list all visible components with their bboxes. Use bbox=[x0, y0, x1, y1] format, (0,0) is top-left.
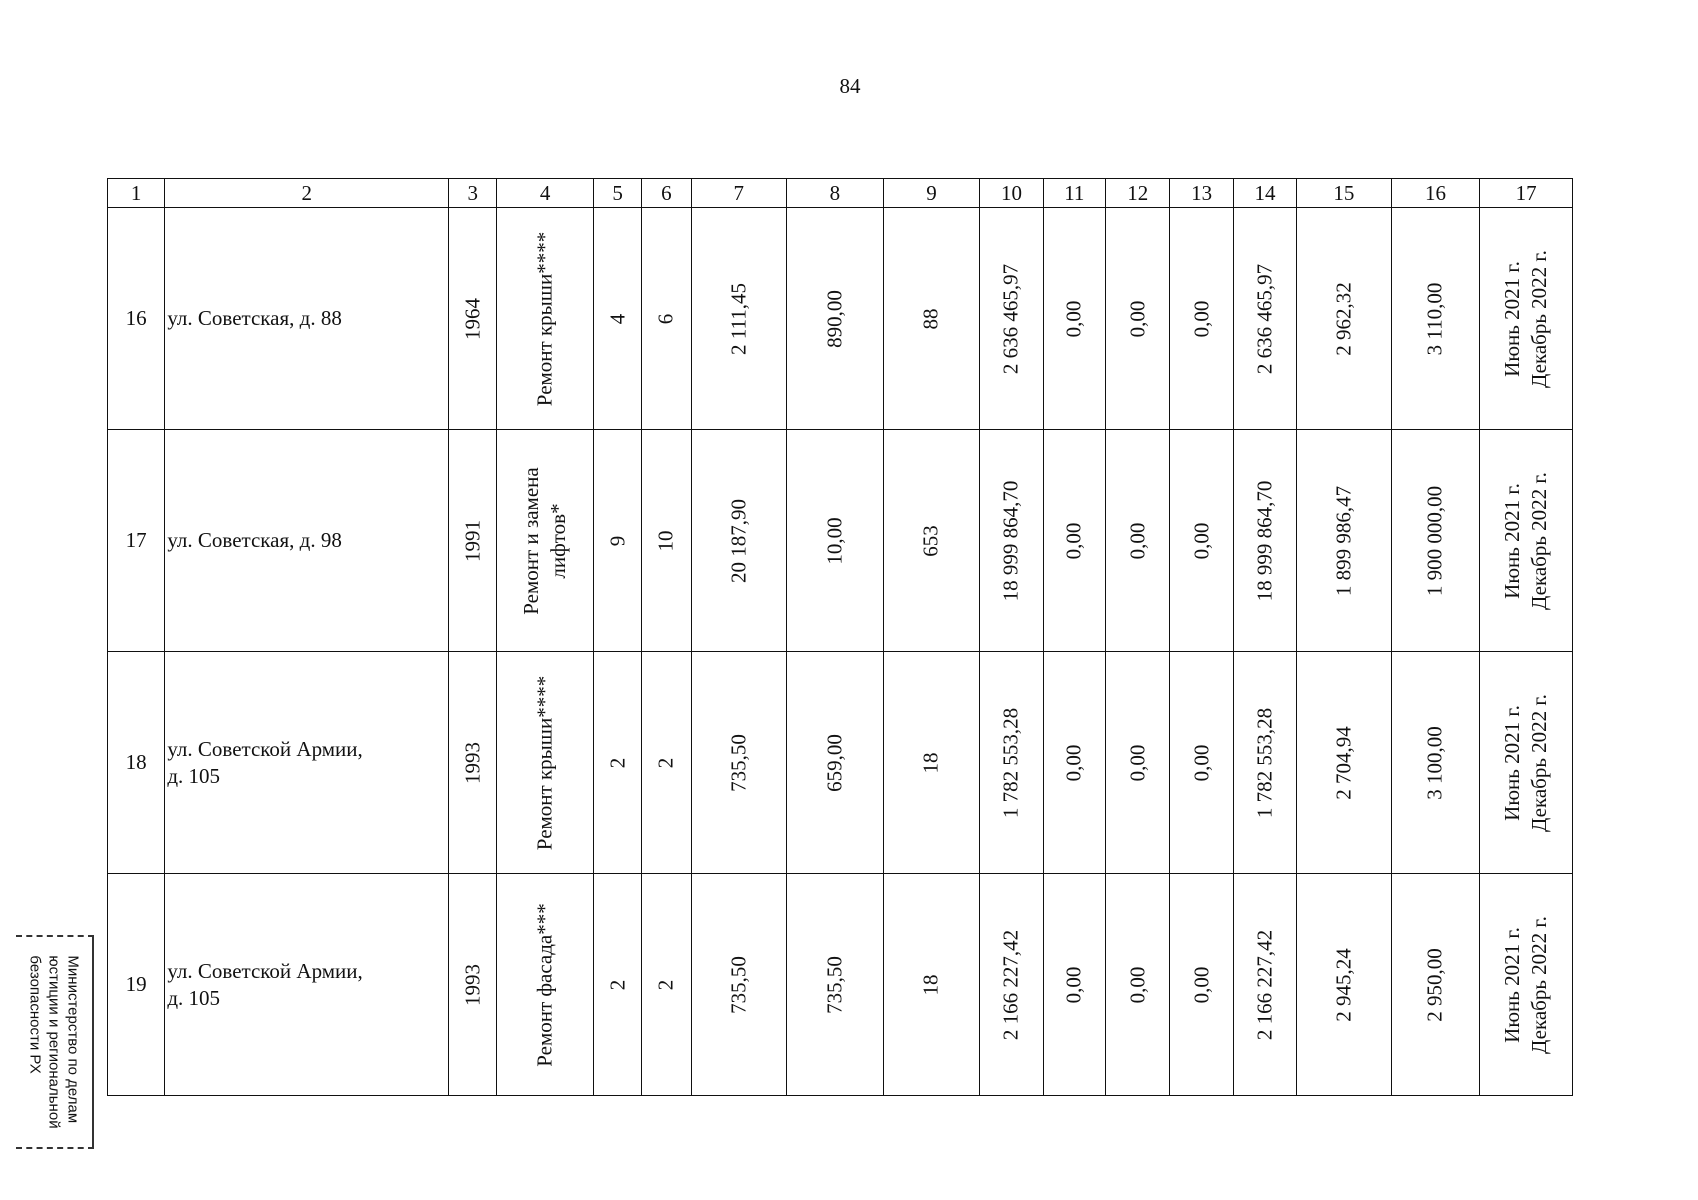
col15-cell bbox=[1297, 652, 1392, 874]
col16-cell bbox=[1391, 652, 1480, 874]
row-number-cell: 18 bbox=[108, 652, 165, 874]
col7-cell-text: 2 111,45 bbox=[726, 282, 751, 355]
header-cell: 13 bbox=[1170, 179, 1233, 208]
year-cell-text: 1991 bbox=[460, 519, 485, 562]
col6-cell bbox=[642, 874, 691, 1096]
col14-cell bbox=[1233, 430, 1296, 652]
address-line: ул. Советской Армии, bbox=[167, 958, 363, 983]
period-cell bbox=[1480, 652, 1573, 874]
col10-cell-text: 18 999 864,70 bbox=[998, 480, 1023, 601]
col5-cell bbox=[593, 652, 641, 874]
col13-cell-text: 0,00 bbox=[1189, 744, 1214, 781]
col13-cell-text: 0,00 bbox=[1189, 300, 1214, 337]
col9-cell bbox=[883, 874, 980, 1096]
year-cell bbox=[449, 208, 497, 430]
header-cell: 15 bbox=[1297, 179, 1392, 208]
text-line: лифтов* bbox=[546, 502, 571, 579]
work-type-cell bbox=[497, 874, 594, 1096]
col11-cell-text: 0,00 bbox=[1061, 522, 1086, 559]
col12-cell bbox=[1106, 874, 1170, 1096]
col6-cell bbox=[642, 430, 691, 652]
period-cell-text bbox=[1499, 250, 1553, 388]
period-cell bbox=[1480, 874, 1573, 1096]
col9-cell bbox=[883, 652, 980, 874]
col8-cell bbox=[787, 430, 884, 652]
work-type-cell-text bbox=[532, 231, 559, 405]
text-line: Ремонт и замена bbox=[519, 466, 544, 615]
period-cell bbox=[1480, 208, 1573, 430]
ministry-stamp bbox=[16, 935, 94, 1149]
col5-cell bbox=[593, 874, 641, 1096]
year-cell bbox=[449, 430, 497, 652]
address-cell bbox=[165, 430, 449, 652]
header-cell: 5 bbox=[593, 179, 641, 208]
col13-cell-text: 0,00 bbox=[1189, 966, 1214, 1003]
address-line: д. 105 bbox=[167, 985, 221, 1010]
address-cell bbox=[165, 208, 449, 430]
text-line: Ремонт фасада*** bbox=[532, 902, 557, 1067]
col12-cell-text: 0,00 bbox=[1125, 300, 1150, 337]
table-row bbox=[108, 652, 1573, 874]
header-cell: 6 bbox=[642, 179, 691, 208]
work-type-cell bbox=[497, 652, 594, 874]
col7-cell bbox=[691, 430, 787, 652]
col12-cell bbox=[1106, 430, 1170, 652]
col14-cell bbox=[1233, 208, 1296, 430]
year-cell-text: 1993 bbox=[460, 741, 485, 784]
header-cell: 2 bbox=[165, 179, 449, 208]
table-row bbox=[108, 430, 1573, 652]
table-row bbox=[108, 874, 1573, 1096]
text-line: Июнь 2021 г. bbox=[1500, 926, 1525, 1043]
col14-cell-text: 2 166 227,42 bbox=[1252, 929, 1277, 1040]
col9-cell-text: 88 bbox=[918, 308, 943, 329]
col14-cell bbox=[1233, 874, 1296, 1096]
work-type-cell-text bbox=[532, 675, 559, 849]
col9-cell bbox=[883, 208, 980, 430]
address-line: д. 105 bbox=[167, 763, 221, 788]
year-cell-text: 1964 bbox=[460, 297, 485, 340]
col10-cell bbox=[980, 874, 1043, 1096]
row-number-cell: 16 bbox=[108, 208, 165, 430]
col11-cell bbox=[1043, 208, 1105, 430]
col7-cell bbox=[691, 874, 787, 1096]
text-line: Ремонт крыши**** bbox=[532, 675, 557, 850]
work-type-cell bbox=[497, 208, 594, 430]
col6-cell-text: 2 bbox=[653, 757, 678, 768]
col12-cell-text: 0,00 bbox=[1125, 966, 1150, 1003]
stamp-line: Министерство по делам bbox=[64, 955, 82, 1124]
col13-cell bbox=[1170, 430, 1233, 652]
col16-cell bbox=[1391, 430, 1480, 652]
address-line: ул. Советская, д. 88 bbox=[167, 306, 342, 330]
row-number-cell: 19 bbox=[108, 874, 165, 1096]
col8-cell-text: 659,00 bbox=[822, 733, 847, 792]
page-number: 84 bbox=[839, 74, 861, 98]
repair-schedule-table bbox=[107, 178, 1573, 1096]
col13-cell bbox=[1170, 874, 1233, 1096]
col12-cell-text: 0,00 bbox=[1125, 744, 1150, 781]
col15-cell-text: 2 945,24 bbox=[1331, 947, 1356, 1022]
col5-cell bbox=[593, 208, 641, 430]
col5-cell bbox=[593, 430, 641, 652]
col11-cell bbox=[1043, 430, 1105, 652]
col16-cell bbox=[1391, 874, 1480, 1096]
stamp-text bbox=[26, 955, 83, 1128]
header-cell: 8 bbox=[787, 179, 884, 208]
col6-cell-text: 2 bbox=[653, 979, 678, 990]
header-row bbox=[108, 179, 1573, 208]
col16-cell-text: 1 900 000,00 bbox=[1422, 485, 1447, 596]
text-line: Ремонт крыши**** bbox=[532, 231, 557, 406]
col7-cell-text: 735,50 bbox=[726, 733, 751, 792]
header-cell: 3 bbox=[449, 179, 497, 208]
col14-cell bbox=[1233, 652, 1296, 874]
col14-cell-text: 1 782 553,28 bbox=[1252, 707, 1277, 818]
col15-cell-text: 2 962,32 bbox=[1331, 281, 1356, 356]
col6-cell-text: 6 bbox=[653, 313, 678, 324]
col14-cell-text: 2 636 465,97 bbox=[1252, 263, 1277, 374]
col15-cell bbox=[1297, 430, 1392, 652]
table-row bbox=[108, 208, 1573, 430]
col5-cell-text: 4 bbox=[605, 313, 630, 324]
col11-cell bbox=[1043, 874, 1105, 1096]
col8-cell bbox=[787, 874, 884, 1096]
col15-cell bbox=[1297, 874, 1392, 1096]
year-cell bbox=[449, 652, 497, 874]
col14-cell-text: 18 999 864,70 bbox=[1252, 480, 1277, 601]
col5-cell-text: 2 bbox=[605, 757, 630, 768]
text-line: Июнь 2021 г. bbox=[1500, 482, 1525, 599]
work-type-cell bbox=[497, 430, 594, 652]
col13-cell bbox=[1170, 208, 1233, 430]
col8-cell-text: 735,50 bbox=[822, 955, 847, 1014]
col5-cell-text: 9 bbox=[605, 535, 630, 546]
col5-cell-text: 2 bbox=[605, 979, 630, 990]
col9-cell bbox=[883, 430, 980, 652]
col6-cell bbox=[642, 208, 691, 430]
col15-cell bbox=[1297, 208, 1392, 430]
col16-cell-text: 3 100,00 bbox=[1422, 725, 1447, 800]
header-cell: 14 bbox=[1233, 179, 1296, 208]
col7-cell bbox=[691, 652, 787, 874]
address-cell bbox=[165, 652, 449, 874]
header-cell: 11 bbox=[1043, 179, 1105, 208]
text-line: Декабрь 2022 г. bbox=[1527, 471, 1552, 610]
col8-cell-text: 890,00 bbox=[822, 289, 847, 348]
text-line: Декабрь 2022 г. bbox=[1527, 693, 1552, 832]
work-type-cell-text bbox=[532, 903, 559, 1067]
address-line: ул. Советская, д. 98 bbox=[167, 528, 342, 552]
header-cell: 16 bbox=[1391, 179, 1480, 208]
col12-cell bbox=[1106, 652, 1170, 874]
address-line: ул. Советской Армии, bbox=[167, 736, 363, 761]
col11-cell-text: 0,00 bbox=[1061, 300, 1086, 337]
col7-cell-text: 20 187,90 bbox=[726, 498, 751, 583]
header-cell: 1 bbox=[108, 179, 165, 208]
header-cell: 12 bbox=[1106, 179, 1170, 208]
period-cell-text bbox=[1499, 472, 1553, 610]
col11-cell-text: 0,00 bbox=[1061, 966, 1086, 1003]
year-cell bbox=[449, 874, 497, 1096]
period-cell-text bbox=[1499, 694, 1553, 832]
row-number-cell: 17 bbox=[108, 430, 165, 652]
text-line: Декабрь 2022 г. bbox=[1527, 249, 1552, 388]
col12-cell bbox=[1106, 208, 1170, 430]
col8-cell-text: 10,00 bbox=[822, 516, 847, 565]
address-cell bbox=[165, 874, 449, 1096]
col13-cell-text: 0,00 bbox=[1189, 522, 1214, 559]
header-cell: 10 bbox=[980, 179, 1043, 208]
col10-cell-text: 2 166 227,42 bbox=[998, 929, 1023, 1040]
text-line: Декабрь 2022 г. bbox=[1527, 915, 1552, 1054]
col9-cell-text: 653 bbox=[918, 524, 943, 557]
col9-cell-text: 18 bbox=[918, 752, 943, 773]
col12-cell-text: 0,00 bbox=[1125, 522, 1150, 559]
header-cell: 4 bbox=[497, 179, 594, 208]
header-cell: 9 bbox=[883, 179, 980, 208]
col16-cell-text: 2 950,00 bbox=[1422, 947, 1447, 1022]
col8-cell bbox=[787, 208, 884, 430]
period-cell bbox=[1480, 430, 1573, 652]
col15-cell-text: 2 704,94 bbox=[1331, 725, 1356, 800]
col7-cell bbox=[691, 208, 787, 430]
col6-cell-text: 10 bbox=[653, 530, 678, 551]
col11-cell bbox=[1043, 652, 1105, 874]
col11-cell-text: 0,00 bbox=[1061, 744, 1086, 781]
col10-cell bbox=[980, 652, 1043, 874]
col7-cell-text: 735,50 bbox=[726, 955, 751, 1014]
col9-cell-text: 18 bbox=[918, 974, 943, 995]
col15-cell-text: 1 899 986,47 bbox=[1331, 485, 1356, 596]
col10-cell bbox=[980, 208, 1043, 430]
stamp-line: юстиции и региональной bbox=[45, 955, 63, 1129]
col10-cell-text: 2 636 465,97 bbox=[998, 263, 1023, 374]
header-cell: 17 bbox=[1480, 179, 1573, 208]
period-cell-text bbox=[1499, 916, 1553, 1054]
col16-cell bbox=[1391, 208, 1480, 430]
work-type-cell-text bbox=[518, 467, 572, 614]
col6-cell bbox=[642, 652, 691, 874]
text-line: Июнь 2021 г. bbox=[1500, 704, 1525, 821]
header-cell: 7 bbox=[691, 179, 787, 208]
stamp-line: безопасности РХ bbox=[26, 955, 44, 1074]
text-line: Июнь 2021 г. bbox=[1500, 260, 1525, 377]
col10-cell bbox=[980, 430, 1043, 652]
col10-cell-text: 1 782 553,28 bbox=[998, 707, 1023, 818]
col13-cell bbox=[1170, 652, 1233, 874]
col16-cell-text: 3 110,00 bbox=[1422, 282, 1447, 355]
col8-cell bbox=[787, 652, 884, 874]
year-cell-text: 1993 bbox=[460, 963, 485, 1006]
